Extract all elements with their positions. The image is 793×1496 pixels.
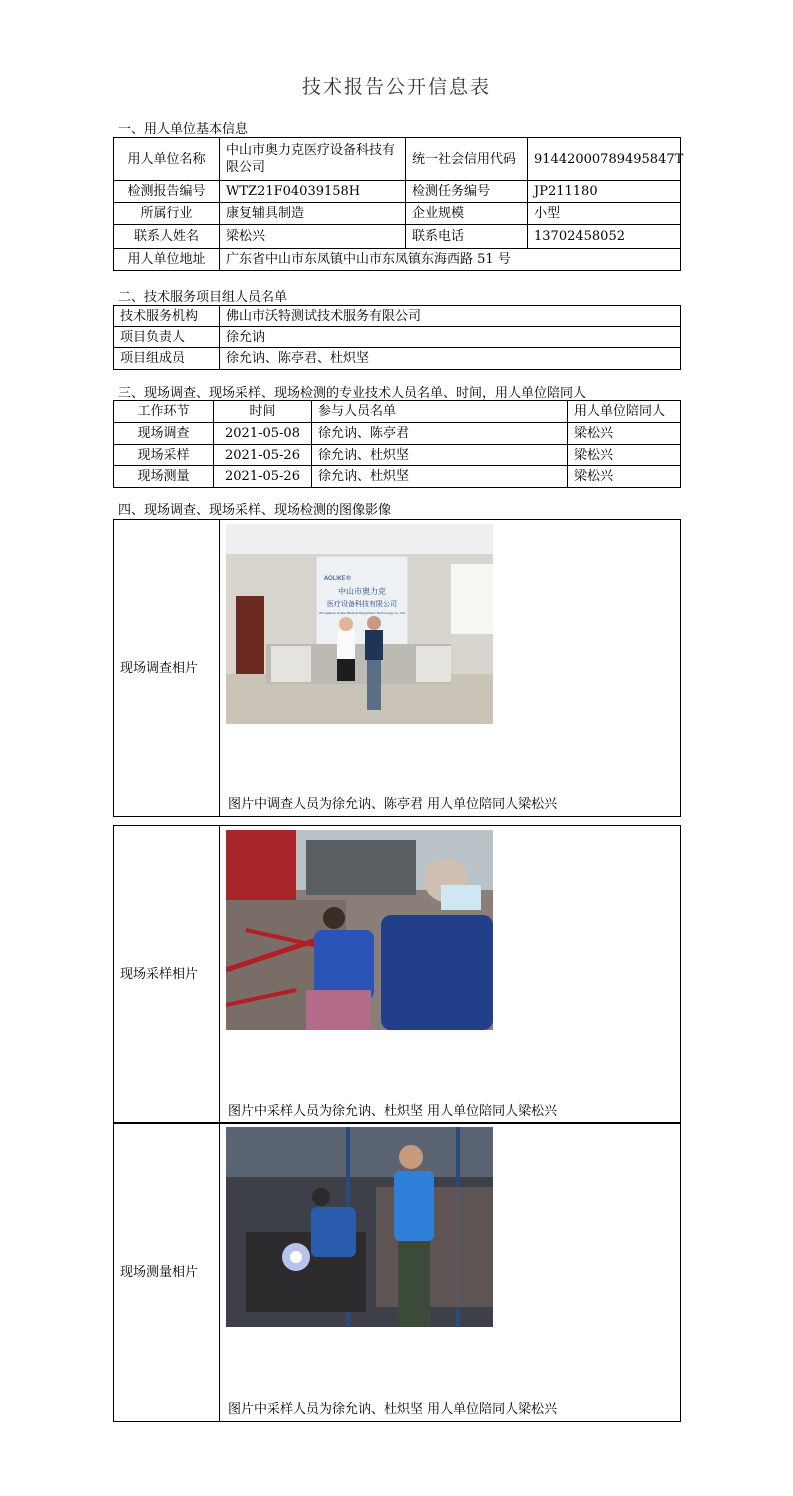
members-value: 徐允讷、陈亭君、杜炽坚 <box>220 348 681 370</box>
credit-code-value: 91442000789495847T <box>528 138 681 181</box>
leader-label: 项目负责人 <box>114 327 220 348</box>
photo-cell <box>220 520 681 817</box>
photo-caption-measuring: 图片中采样人员为徐允讷、杜炽坚 用人单位陪同人梁松兴 <box>228 1402 558 1417</box>
contact-label: 联系人姓名 <box>114 225 220 249</box>
schedule-cell: 徐允讷、杜炽坚 <box>312 466 568 488</box>
task-no-label: 检测任务编号 <box>406 181 528 203</box>
address-value: 广东省中山市东凤镇中山市东凤镇东海西路 51 号 <box>220 249 681 271</box>
photo-table-sampling <box>113 825 681 1124</box>
section-heading-schedule: 三、现场调查、现场采样、现场检测的专业技术人员名单、时间，用人单位陪同人 <box>118 386 587 401</box>
credit-code-label: 统一社会信用代码 <box>406 138 528 181</box>
industry-label: 所属行业 <box>114 203 220 225</box>
org-label: 技术服务机构 <box>114 306 220 327</box>
photo-table-survey <box>113 519 681 817</box>
schedule-cell: 梁松兴 <box>568 423 681 445</box>
schedule-cell: 现场调查 <box>114 423 214 445</box>
schedule-header: 时间 <box>214 401 312 423</box>
schedule-cell: 徐允讷、杜炽坚 <box>312 445 568 466</box>
photo-caption-sampling: 图片中采样人员为徐允讷、杜炽坚 用人单位陪同人梁松兴 <box>228 1104 558 1119</box>
industry-value: 康复辅具制造 <box>220 203 406 225</box>
schedule-cell: 现场测量 <box>114 466 214 488</box>
photo-cell <box>220 1123 681 1422</box>
sign-line-1: 中山市奥力克 <box>338 587 386 596</box>
sampling-photo <box>226 830 493 1030</box>
schedule-cell: 2021-05-08 <box>214 423 312 445</box>
page-title: 技术报告公开信息表 <box>301 76 491 98</box>
leader-value: 徐允讷 <box>220 327 681 348</box>
address-label: 用人单位地址 <box>114 249 220 271</box>
unit-name-label: 用人单位名称 <box>114 138 220 181</box>
photo-table-measuring <box>113 1122 681 1422</box>
schedule-cell: 2021-05-26 <box>214 445 312 466</box>
task-no-value: JP211180 <box>528 181 681 203</box>
table-row <box>114 423 681 445</box>
report-no-label: 检测报告编号 <box>114 181 220 203</box>
schedule-table <box>113 400 681 488</box>
table-row <box>114 445 681 466</box>
basic-info-table <box>113 137 684 271</box>
schedule-cell: 梁松兴 <box>568 445 681 466</box>
unit-name-value: 中山市奥力克医疗设备科技有限公司 <box>220 138 406 181</box>
section-heading-photos: 四、现场调查、现场采样、现场检测的图像影像 <box>118 503 392 518</box>
schedule-header: 工作环节 <box>114 401 214 423</box>
schedule-cell: 现场采样 <box>114 445 214 466</box>
section-heading-basic-info: 一、用人单位基本信息 <box>118 122 249 137</box>
scale-value: 小型 <box>528 203 681 225</box>
photo-label-sampling: 现场采样相片 <box>114 826 220 1124</box>
schedule-cell: 徐允讷、陈亭君 <box>312 423 568 445</box>
photo-label-survey: 现场调查相片 <box>114 520 220 817</box>
schedule-header: 用人单位陪同人 <box>568 401 681 423</box>
photo-label-measuring: 现场测量相片 <box>114 1123 220 1422</box>
phone-label: 联系电话 <box>406 225 528 249</box>
schedule-cell: 梁松兴 <box>568 466 681 488</box>
members-label: 项目组成员 <box>114 348 220 370</box>
report-no-value: WTZ21F04039158H <box>220 181 406 203</box>
sign-line-3: Zhongshan Aolike Medical Equipment Technology Co.,Ltd <box>319 611 405 615</box>
photo-cell <box>220 826 681 1124</box>
sign-line-2: 医疗设备科技有限公司 <box>327 600 397 608</box>
sign-brand: AOLIKE® <box>324 575 352 582</box>
schedule-header: 参与人员名单 <box>312 401 568 423</box>
section-heading-team: 二、技术服务项目组人员名单 <box>118 290 288 305</box>
phone-value: 13702458052 <box>528 225 681 249</box>
photo-caption-survey: 图片中调查人员为徐允讷、陈亭君 用人单位陪同人梁松兴 <box>228 797 558 812</box>
contact-value: 梁松兴 <box>220 225 406 249</box>
org-value: 佛山市沃特测试技术服务有限公司 <box>220 306 681 327</box>
measuring-photo <box>226 1127 493 1327</box>
scale-label: 企业规模 <box>406 203 528 225</box>
table-row <box>114 466 681 488</box>
survey-photo <box>226 524 493 724</box>
schedule-cell: 2021-05-26 <box>214 466 312 488</box>
team-table <box>113 305 681 370</box>
